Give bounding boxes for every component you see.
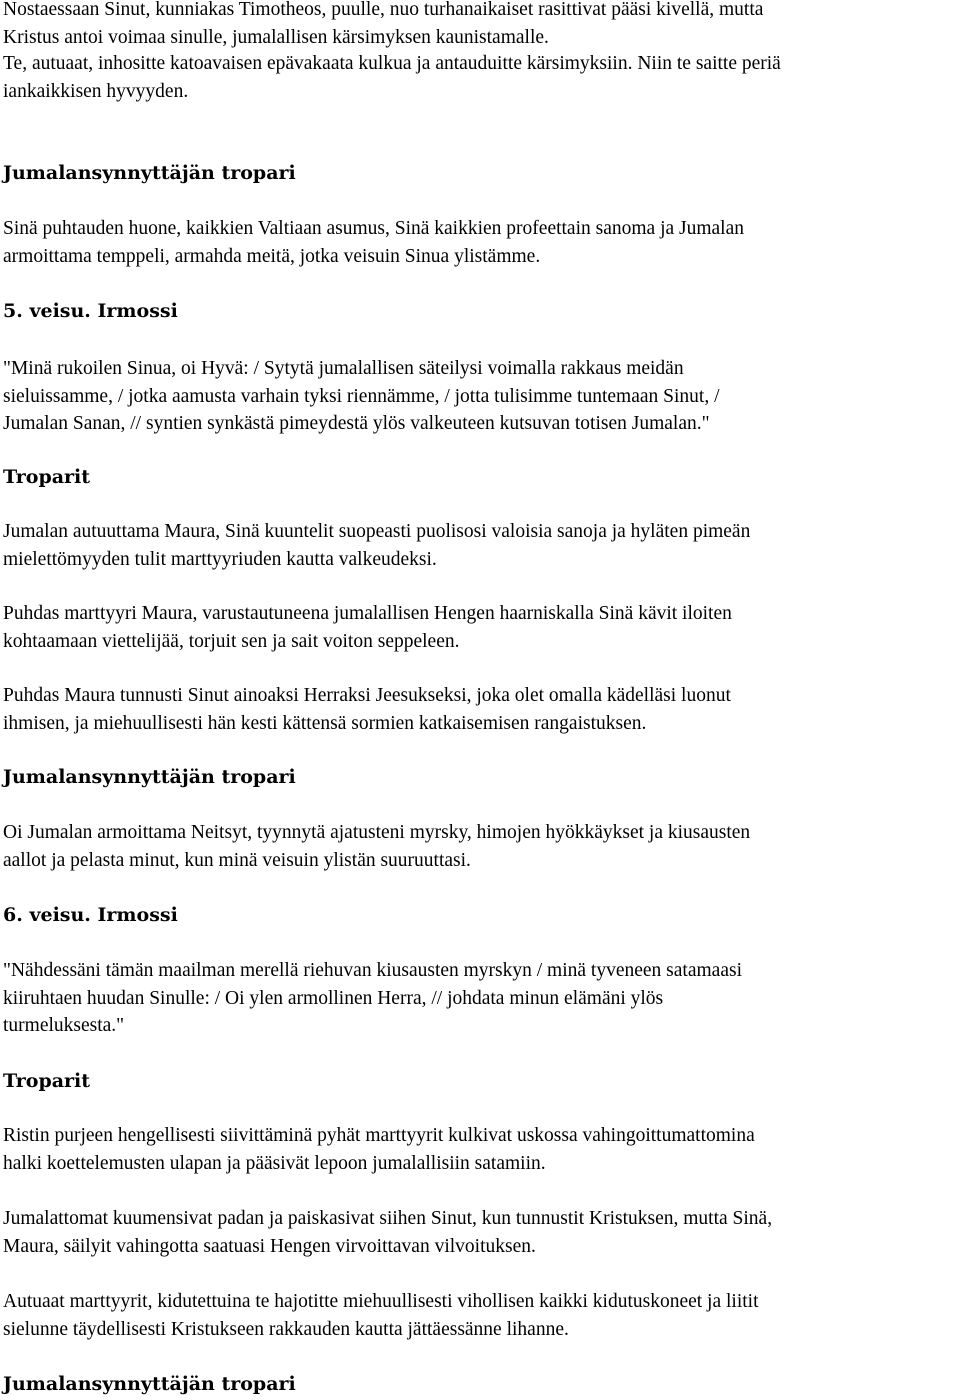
paragraph (3, 215, 952, 270)
line: Kristus antoi voimaa sinulle, jumalallisen kärsimyksen kaunistamalle. (3, 26, 549, 48)
section-heading: Jumalansynnyttäjän tropari (3, 766, 296, 788)
line: sielunne täydellisesti Kristukseen rakkauden kautta jättäessänne lihanne. (3, 1318, 569, 1340)
paragraph (3, 682, 952, 737)
line: Maura, säilyit vahingotta saatuasi Hengen virvoittavan vilvoituksen. (3, 1235, 536, 1257)
line: iankaikkisen hyvyyden. (3, 80, 189, 102)
paragraph (3, 1288, 952, 1343)
section-heading: Jumalansynnyttäjän tropari (3, 1373, 296, 1395)
section-heading: 6. veisu. Irmossi (3, 904, 178, 926)
paragraph (3, 1205, 952, 1260)
line: Ristin purjeen hengellisesti siivittäminä pyhät marttyyrit kulkivat uskossa vahingoittumattomina (3, 1125, 755, 1146)
line: Sinä puhtauden huone, kaikkien Valtiaan asumus, Sinä kaikkien profeettain sanoma ja Jumalan (3, 218, 744, 239)
line: Jumalattomat kuumensivat padan ja paiskasivat siihen Sinut, kun tunnustit Kristuksen, mutta Sinä, (3, 1208, 773, 1229)
line: Te, autuaat, inhositte katoavaisen epävakaata kulkua ja antauduitte kärsimyksiin. Niin te saitte periä (3, 53, 781, 74)
section-heading: Troparit (3, 1070, 91, 1092)
line: Jumalan Sanan, // syntien synkästä pimeydestä ylös valkeuteen kutsuvan totisen Jumalan." (3, 413, 710, 434)
line: Puhdas Maura tunnusti Sinut ainoaksi Herraksi Jeesukseksi, joka olet omalla kädelläsi luonut (3, 685, 731, 706)
paragraph (3, 50, 952, 105)
line: ihmisen, ja miehuullisesti hän kesti kättensä sormien katkaisemisen rangaistuksen. (3, 712, 647, 734)
line: "Nähdessäni tämän maailman merellä riehuvan kiusausten myrskyn / minä tyveneen satamaasi (3, 960, 742, 981)
line: Nostaessaan Sinut, kunniakas Timotheos, puulle, nuo turhanaikaiset rasittivat pääsi kivellä, mutta (3, 0, 764, 20)
paragraph (3, 1122, 952, 1177)
line: sieluissamme, / jotka aamusta varhain tyksi riennämme, / jotta tulisimme tuntemaan Sinut, / (3, 385, 720, 407)
line: Puhdas marttyyri Maura, varustautuneena jumalallisen Hengen haarniskalla Sinä kävit iloiten (3, 603, 732, 624)
line: "Minä rukoilen Sinua, oi Hyvä: / Sytytä jumalallisen säteilysi voimalla rakkaus meidän (3, 358, 684, 379)
line: turmeluksesta." (3, 1015, 125, 1036)
line: kohtaamaan viettelijää, torjuit sen ja sait voiton seppeleen. (3, 630, 460, 652)
section-heading: 5. veisu. Irmossi (3, 300, 178, 322)
paragraph (3, 819, 952, 874)
paragraph (3, 0, 952, 51)
line: Jumalan autuuttama Maura, Sinä kuuntelit suopeasti puolisosi valoisia sanoja ja hyläten pimeän (3, 521, 751, 542)
paragraph (3, 600, 952, 655)
line: armoittama temppeli, armahda meitä, jotka veisuin Sinua ylistämme. (3, 245, 541, 267)
line: Autuaat marttyyrit, kidutettuina te hajotitte miehuullisesti vihollisen kaikki kidutuskoneet ja liitit (3, 1291, 759, 1312)
line: Oi Jumalan armoittama Neitsyt, tyynnytä ajatusteni myrsky, himojen hyökkäykset ja kiusausten (3, 822, 751, 843)
paragraph (3, 355, 952, 438)
section-heading: Troparit (3, 466, 91, 488)
paragraph (3, 518, 952, 573)
section-heading: Jumalansynnyttäjän tropari (3, 162, 296, 184)
line: aallot ja pelasta minut, kun minä veisuin ylistän suuruuttasi. (3, 849, 471, 871)
line: mielettömyyden tulit marttyyriuden kautta valkeudeksi. (3, 548, 437, 570)
paragraph (3, 957, 952, 1040)
line: kiiruhtaen huudan Sinulle: / Oi ylen armollinen Herra, // johdata minun elämäni ylös (3, 987, 664, 1009)
line: halki koettelemusten ulapan ja pääsivät lepoon jumalallisiin satamiin. (3, 1152, 546, 1174)
